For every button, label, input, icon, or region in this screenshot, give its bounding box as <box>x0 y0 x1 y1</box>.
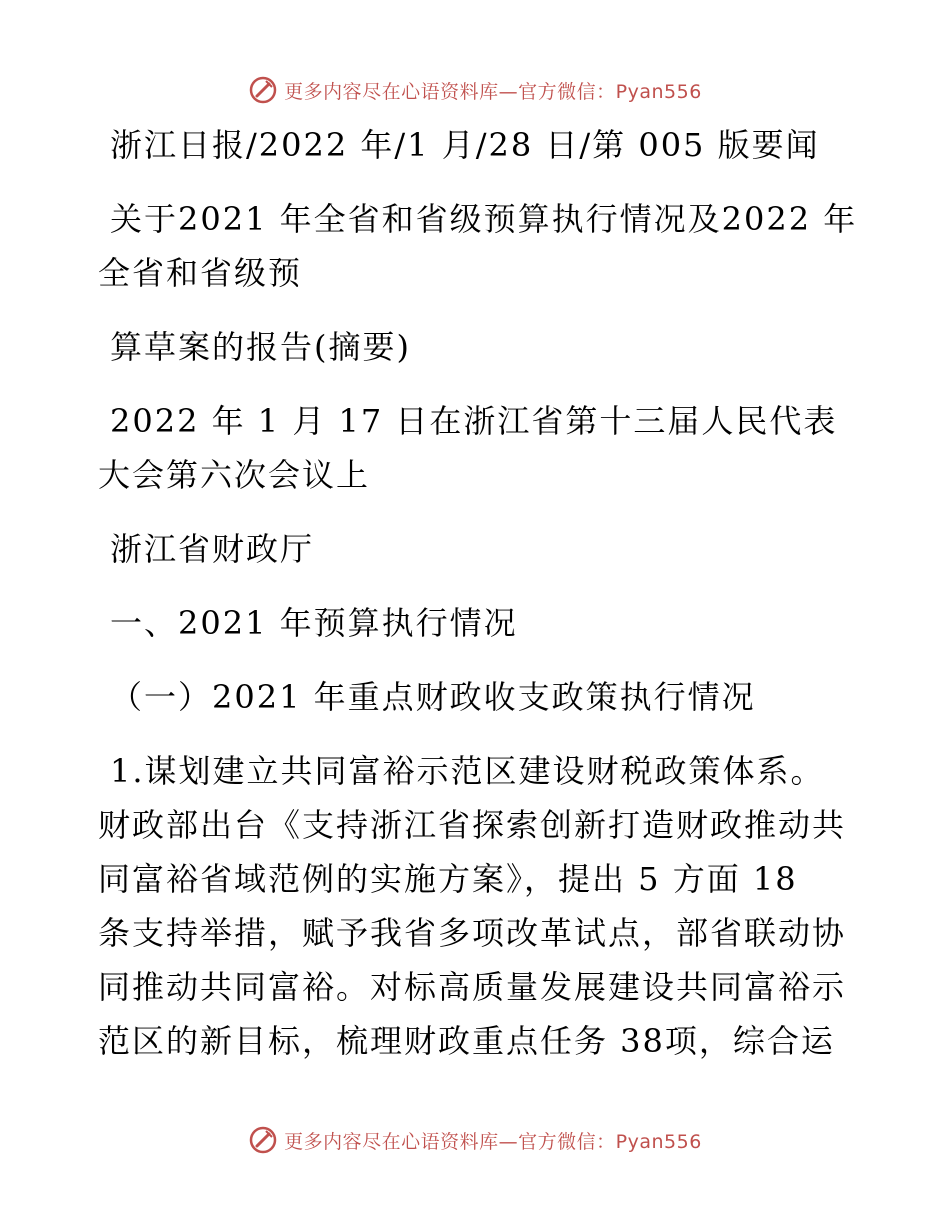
watermark-header <box>0 70 950 110</box>
paragraph-line: 1.谋划建立共同富裕示范区建设财税政策体系。 <box>110 752 825 790</box>
paragraph-line: 财政部出台《支持浙江省探索创新打造财政推动共 <box>98 806 847 844</box>
paragraph-line: 范区的新目标，梳理财政重点任务 38项，综合运 <box>98 1022 835 1060</box>
paragraph-line: 条支持举措，赋予我省多项改革试点，部省联动协 <box>98 914 847 952</box>
pen-logo-icon <box>248 75 278 105</box>
watermark-text: 更多内容尽在心语资料库—官方微信：Pyan556 <box>284 80 702 103</box>
document-body <box>98 118 858 1068</box>
report-title-line-2: 全省和省级预 <box>98 254 303 292</box>
watermark-footer <box>0 1120 950 1160</box>
watermark-text: 更多内容尽在心语资料库—官方微信：Pyan556 <box>284 1130 702 1153</box>
meeting-info-line-1: 2022 年 1 月 17 日在浙江省第十三届人民代表 <box>110 402 838 440</box>
paragraph-line: 同富裕省域范例的实施方案》，提出 5 方面 18 <box>98 860 798 898</box>
author-line: 浙江省财政厅 <box>110 530 315 568</box>
newspaper-source-line: 浙江日报/2022 年/1 月/28 日/第 005 版要闻 <box>110 126 820 164</box>
report-title-line-3: 算草案的报告(摘要) <box>110 328 411 366</box>
report-title-line-1: 关于2021 年全省和省级预算执行情况及2022 年 <box>110 200 858 238</box>
subsection-heading: （一）2021 年重点财政收支政策执行情况 <box>110 678 756 716</box>
section-heading: 一、2021 年预算执行情况 <box>110 604 518 642</box>
pen-logo-icon <box>248 1125 278 1155</box>
paragraph-line: 同推动共同富裕。对标高质量发展建设共同富裕示 <box>98 968 847 1006</box>
meeting-info-line-2: 大会第六次会议上 <box>98 456 371 494</box>
